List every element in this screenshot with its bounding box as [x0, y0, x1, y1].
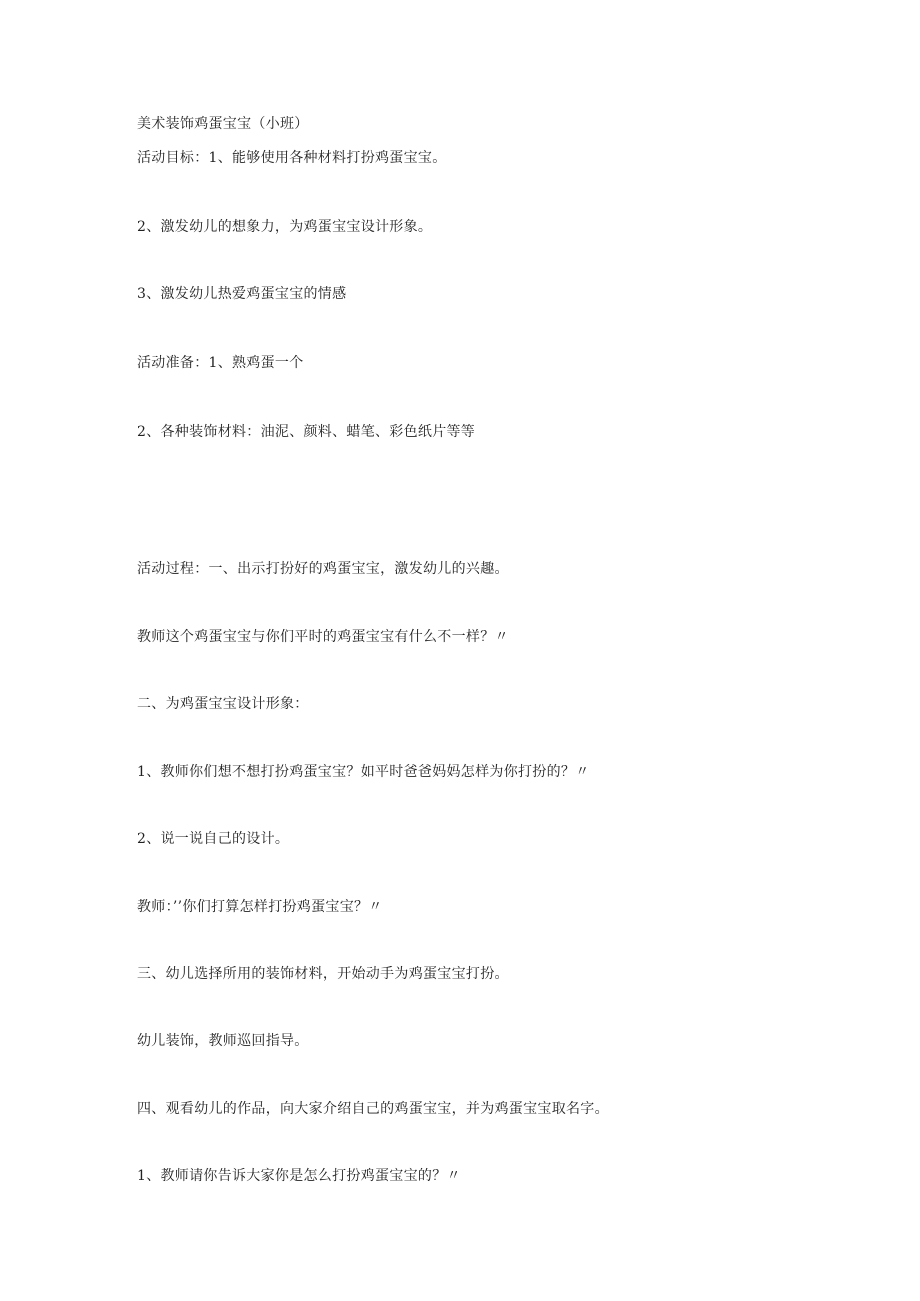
- process-line-9: 四、观看幼儿的作品，向大家介绍自己的鸡蛋宝宝，并为鸡蛋宝宝取名字。: [137, 1101, 609, 1117]
- document-title: 美术装饰鸡蛋宝宝（小班）: [137, 116, 309, 132]
- preparation-line-2: 2、各种装饰材料：油泥、颜料、蜡笔、彩色纸片等等: [137, 424, 476, 440]
- process-line-4: 1、教师你们想不想打扮鸡蛋宝宝？如平时爸爸妈妈怎样为你打扮的？〃: [137, 764, 590, 780]
- process-line-6: 教师：’’你们打算怎样打扮鸡蛋宝宝？〃: [137, 899, 383, 915]
- preparation-line-1: 活动准备：1、熟鸡蛋一个: [137, 355, 304, 371]
- process-line-2: 教师这个鸡蛋宝宝与你们平时的鸡蛋宝宝有什么不一样？〃: [137, 629, 509, 645]
- process-line-3: 二、为鸡蛋宝宝设计形象：: [137, 696, 309, 712]
- process-line-8: 幼儿装饰，教师巡回指导。: [137, 1033, 309, 1049]
- objective-line-3: 3、激发幼儿热爱鸡蛋宝宝的情感: [137, 286, 347, 302]
- process-line-10: 1、教师请你告诉大家你是怎么打扮鸡蛋宝宝的？〃: [137, 1168, 461, 1184]
- objective-line-1: 活动目标：1、能够使用各种材料打扮鸡蛋宝宝。: [137, 150, 447, 166]
- process-line-1: 活动过程：一、出示打扮好的鸡蛋宝宝，激发幼儿的兴趣。: [137, 561, 509, 577]
- objective-line-2: 2、激发幼儿的想象力，为鸡蛋宝宝设计形象。: [137, 219, 433, 235]
- process-line-7: 三、幼儿选择所用的装饰材料，开始动手为鸡蛋宝宝打扮。: [137, 966, 509, 982]
- process-line-5: 2、说一说自己的设计。: [137, 831, 290, 847]
